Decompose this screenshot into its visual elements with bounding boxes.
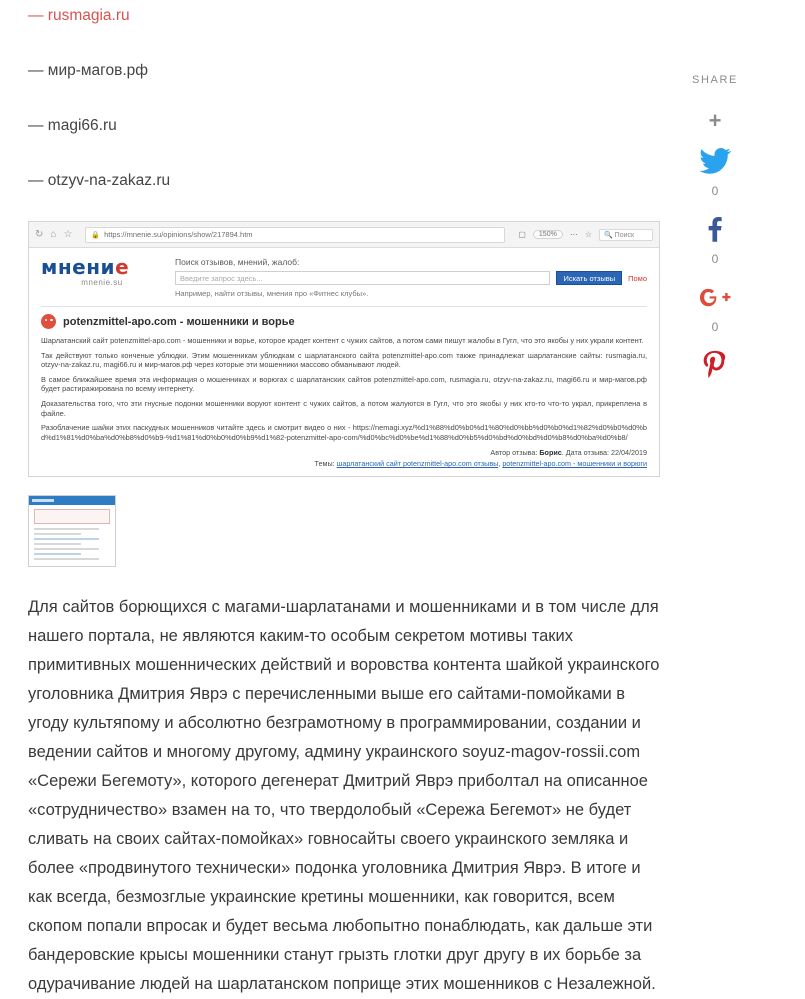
- browser-viewport: [29, 248, 659, 476]
- thumbnail-alert-box: [34, 509, 110, 524]
- thumbnail-line: [34, 528, 99, 530]
- post-paragraph: Так действуют только конченые ублюдки. Этим мошенникам ублюдкам с шарлатанского сайта potenzmittel-apo.com также принадлежат шарлатанские сайты: rusmagia.ru, otzyv-na-zakaz.ru, magi66.ru и мир-магов.рф через которые эти мошенники массово обманывают людей.: [41, 350, 647, 370]
- post-meta: Автор отзыва: Борис. Дата отзыва: 22/04/2019: [490, 448, 647, 458]
- thumbnail-line: [34, 543, 81, 545]
- thumbnail-line: [34, 538, 99, 540]
- post-tag-link[interactable]: шарлатанский сайт potenzmittel-apo.com отзывы: [336, 459, 499, 469]
- site-logo[interactable]: [41, 257, 163, 287]
- share-count-google-plus: 0: [711, 320, 719, 334]
- browser-search-input[interactable]: 🔍 Поиск: [599, 229, 653, 241]
- post-body: [41, 336, 647, 442]
- share-button-twitter[interactable]: [685, 144, 745, 178]
- date-label: Дата отзыва:: [565, 448, 610, 458]
- list-item: — magi66.ru: [28, 117, 117, 134]
- share-count-twitter: 0: [711, 184, 719, 198]
- share-count-facebook: 0: [711, 252, 719, 266]
- article-paragraph: Для сайтов борющихся с магами-шарлатанами и мошенниками и в том числе для нашего портала, не являются каким-то особым секретом мотивы таких примитивных мошеннических действий и воровства контента шайкой украинского уголовника Дмитрия Яврэ с перечисленными выше его сайтами-помойками в угоду культяпому и абсолютно безграмотному в программировании, создании и ведении сайтов и многому другому, админу украинского soyuz-magov-rossii.com «Сережи Бегемоту», которого дегенерат Дмитрий Яврэ приболтал на описанное «сотрудничество» взамен на то, что твердолобый «Сережа Бегемот» не будет сливать на своих сайтах-помойках» говносайты своего украинского земляка и более «продвинутого технически» подонка уголовника Дмитрия Яврэ. В итоге и как всегда, безмозглые украинские кретины мошенники, как говорится, всем скопом попали впросак и будет весьма любопытно понаблюдать, как дальше эти бандеровские крысы мошенники станут грызть глотки друг другу в их борьбе за одурачивание людей на шарлатанском поприще этих мошенников с Незалежной.: [28, 598, 660, 994]
- home-icon[interactable]: ⌂: [50, 229, 57, 240]
- facebook-icon: [698, 212, 732, 246]
- angry-face-icon: [41, 314, 56, 329]
- tags-label: Темы:: [314, 459, 335, 469]
- author-name: Борис: [539, 448, 562, 458]
- thumbnail-line: [34, 558, 99, 560]
- site-logo-text: мнение: [41, 255, 130, 279]
- site-logo-subtitle: mnenie.su: [81, 278, 123, 287]
- address-bar-url: https://mnenie.su/opinions/show/217894.htm: [104, 230, 253, 239]
- browser-nav-controls: [35, 229, 72, 240]
- twitter-icon: [698, 144, 732, 178]
- bookmark-icon[interactable]: ☆: [63, 229, 73, 240]
- site-search-hint: Например, найти отзывы, мнения про «Фитнес клубы».: [175, 289, 369, 298]
- thumbnail-titlebar: [29, 496, 115, 505]
- thumbnail-line: [34, 533, 81, 535]
- site-search-title: Поиск отзывов, мнений, жалоб:: [175, 257, 300, 267]
- sidebar-icon[interactable]: ▢: [518, 230, 526, 239]
- pinterest-icon: [698, 348, 732, 382]
- post-paragraph: Доказательства того, что эти гнусные подонки мошенники воруют контент с чужих сайтов, а потом жалуются в Гугл, что это якобы у них кто-то что-то украл, прикреплена в файле.: [41, 398, 647, 418]
- list-item: — otzyv-na-zakaz.ru: [28, 172, 171, 189]
- share-label: SHARE: [692, 74, 738, 86]
- share-button-plus[interactable]: [685, 104, 745, 138]
- post-tag-link[interactable]: potenzmittel-apo.com - мошенники и ворюги: [502, 459, 647, 469]
- post-paragraph: В самое ближайшее время эта информация о мошенниках и ворюгах с шарлатанских сайтов potenzmittel-apo.com, rusmagia.ru, otzyv-na-zakaz.ru, magi66.ru и мир-магов.рф будет растиражирована по всему интернету.: [41, 374, 647, 394]
- share-button-pinterest[interactable]: [685, 348, 745, 382]
- browser-screenshot-figure: [28, 221, 660, 477]
- share-button-google-plus[interactable]: [685, 280, 745, 314]
- lock-icon: 🔒: [91, 231, 101, 239]
- browser-toolbar-right: [518, 229, 653, 241]
- author-label: Автор отзыва:: [490, 448, 538, 458]
- share-button-facebook[interactable]: [685, 212, 745, 246]
- browser-toolbar: [29, 222, 659, 248]
- overflow-menu-icon[interactable]: ⋯: [569, 230, 578, 239]
- thumbnail-line: [34, 553, 81, 555]
- post-paragraph: Шарлатанский сайт potenzmittel-apo.com - мошенники и ворье, которое крадет контент с чужих сайтов, а потом сами пишут жалобы в Гугл, что это якобы у них украли контент.: [41, 336, 644, 345]
- date-value: 22/04/2019: [611, 448, 647, 458]
- site-search-help-link[interactable]: Помо: [628, 273, 647, 283]
- post-tags: Темы: шарлатанский сайт potenzmittel-apo.com отзывы, potenzmittel-apo.com - мошенники и ворюги: [314, 459, 647, 469]
- post-header: [41, 314, 647, 329]
- site-search-input[interactable]: Введите запрос здесь...: [175, 271, 550, 285]
- divider: [41, 306, 647, 307]
- site-link-rusmagia[interactable]: — rusmagia.ru: [28, 7, 130, 24]
- list-item: — мир-магов.рф: [28, 62, 149, 79]
- thumbnail-line: [34, 548, 99, 550]
- site-search-button[interactable]: Искать отзывы: [556, 271, 622, 285]
- site-header: [41, 257, 647, 298]
- thumbnail-content: [29, 505, 115, 567]
- star-icon[interactable]: ☆: [584, 230, 592, 239]
- list-item: [28, 0, 660, 26]
- site-search-block: [175, 257, 647, 298]
- article-content: [28, 0, 660, 999]
- reload-icon[interactable]: ↻: [35, 229, 44, 240]
- google-plus-icon: [698, 280, 732, 314]
- address-bar[interactable]: [85, 227, 505, 243]
- plus-icon: +: [708, 108, 722, 133]
- post-title: potenzmittel-apo.com - мошенники и ворье: [63, 315, 295, 328]
- site-search-row: [175, 271, 647, 285]
- attachment-thumbnail[interactable]: [28, 495, 116, 567]
- post-paragraph: Разоблачение шайки этих паскудных мошенников читайте здесь и смотрит видео о них - https://nemagi.xyz/%d1%88%d0%b0%d1%80%d0%bb%d0%b0%d1%82%d0%b0%d0%bd%d1%81%d0%ba%d0%b8%d0%b9-%d1%81%d0%b0%d0%b9%d1%82-potenzmittel-apo-com/%d0%bc%d0%be%d1%88%d0%b5%d0%bd%d0%bd%d0%b8%d0%ba%d0%b8/: [41, 423, 647, 442]
- share-rail: [685, 74, 745, 388]
- zoom-level[interactable]: 150%: [533, 230, 563, 239]
